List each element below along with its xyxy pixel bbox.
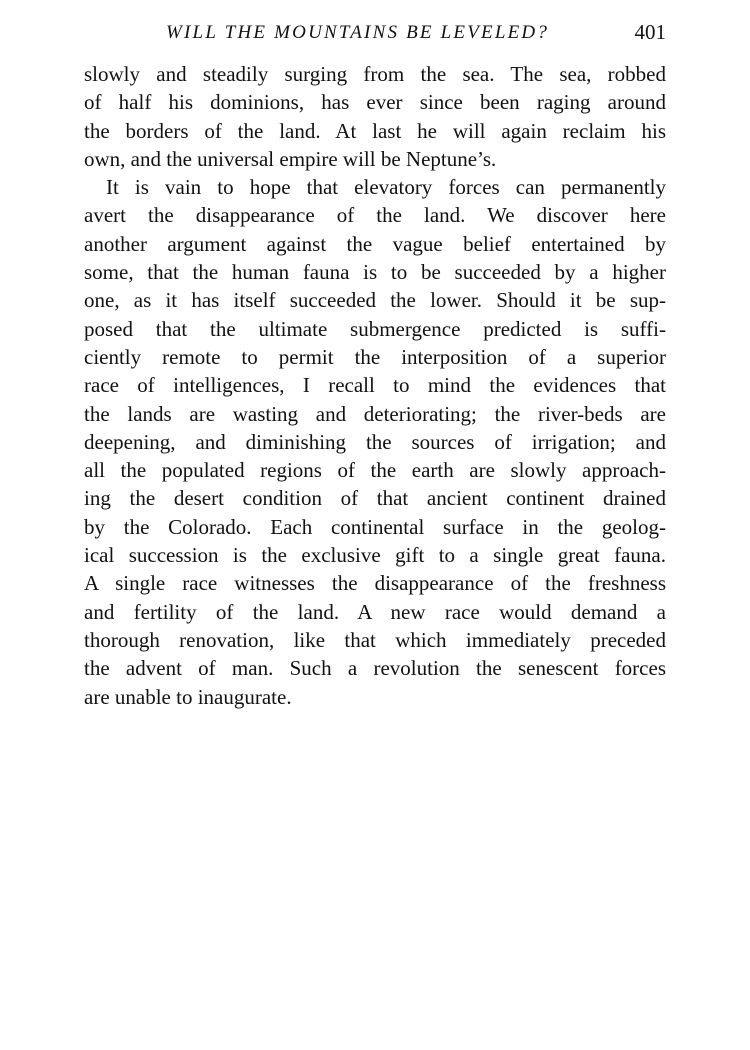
text-line: some, that the human fauna is to be succeeded by a higher (84, 260, 666, 285)
text-line: deepening, and diminishing the sources of irrigation; and (84, 429, 666, 454)
text-line: another argument against the vague belief entertained by (84, 231, 666, 256)
text-line: all the populated regions of the earth are slowly approach- (84, 458, 666, 483)
text-line: the lands are wasting and deteriorating; the river-beds are (84, 401, 666, 426)
text-line: by the Colorado. Each continental surface in the geolog- (84, 514, 666, 539)
text-line: and fertility of the land. A new race would demand a (84, 599, 666, 624)
text-line: are unable to inaugurate. (84, 684, 292, 709)
paragraph-2 (84, 173, 666, 711)
text-line: posed that the ultimate submergence predicted is suffi- (84, 316, 666, 341)
text-line: of half his dominions, has ever since been raging around (84, 90, 666, 115)
text-line: race of intelligences, I recall to mind the evidences that (84, 373, 666, 398)
body-text (84, 60, 666, 711)
text-line: own, and the universal empire will be Neptune’s. (84, 146, 497, 171)
text-line: thorough renovation, like that which immediately preceded (84, 627, 666, 652)
text-line: the advent of man. Such a revolution the senescent forces (84, 656, 666, 681)
text-line: ciently remote to permit the interposition of a superior (84, 344, 666, 369)
text-line: one, as it has itself succeeded the lower. Should it be sup- (84, 288, 666, 313)
text-line: A single race witnesses the disappearance of the freshness (84, 571, 666, 596)
text-line: slowly and steadily surging from the sea. The sea, robbed (84, 62, 666, 86)
text-line: It is vain to hope that elevatory forces can permanently (106, 175, 666, 200)
paragraph-1 (84, 60, 666, 173)
running-head (84, 18, 666, 48)
text-line: avert the disappearance of the land. We discover here (84, 203, 666, 228)
page-number: 401 (634, 20, 666, 44)
text-line: ing the desert condition of that ancient continent drained (84, 486, 666, 511)
running-title: WILL THE MOUNTAINS BE LEVELED? (166, 22, 550, 43)
text-line: the borders of the land. At last he will again reclaim his (84, 118, 666, 143)
text-line: ical succession is the exclusive gift to a single great fauna. (84, 543, 666, 568)
